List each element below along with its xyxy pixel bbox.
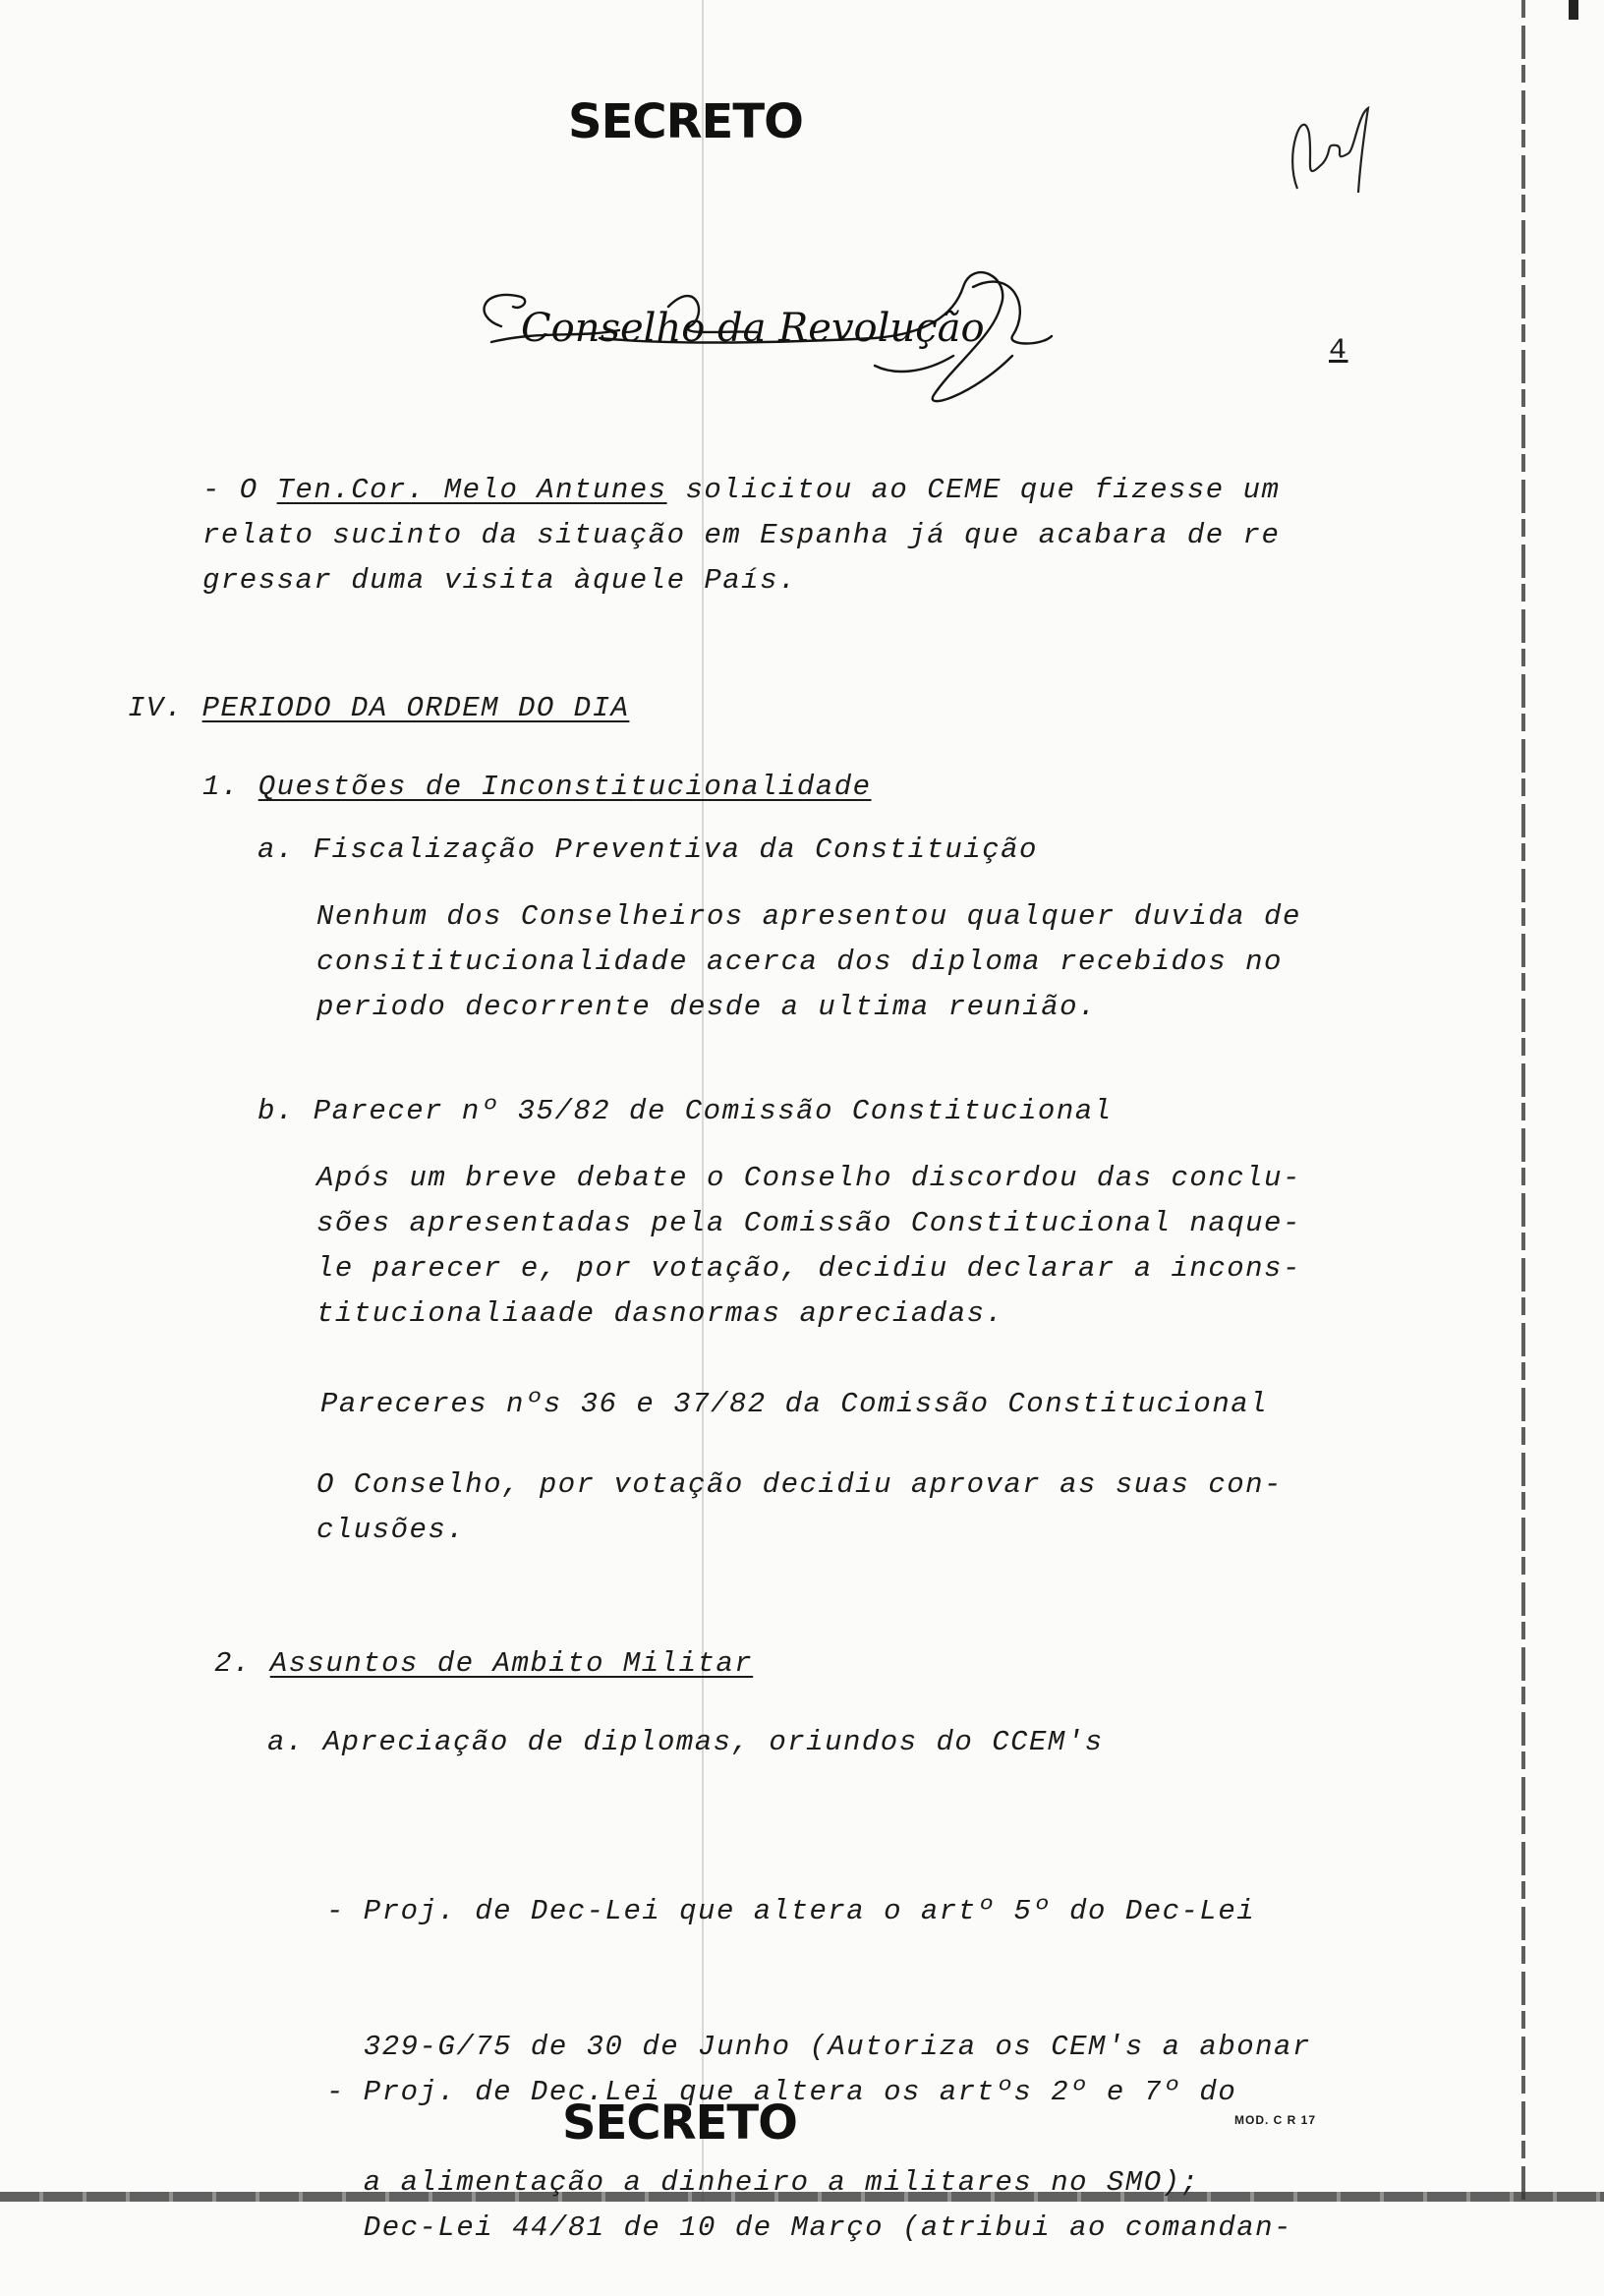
item1c-body: O Conselho, por votação decidiu aprovar as suas con- clusões. xyxy=(316,1468,1283,1546)
section-heading xyxy=(128,692,629,724)
intro-line-3: gressar duma visita àquele País. xyxy=(202,564,797,597)
item1c-label: Pareceres nºs 36 e 37/82 da Comissão Constitucional xyxy=(320,1388,1269,1420)
section-title: PERIODO DA ORDEM DO DIA xyxy=(201,692,630,724)
top-secret-stamp: SECRETO xyxy=(568,94,803,149)
item2-heading: 2. Assuntos de Ambito Militar xyxy=(214,1647,754,1680)
intro-paragraph xyxy=(202,468,1280,603)
item1b-body: Após um breve debate o Conselho discordou das conclu- sões apresentadas pela Comissão Constitucional naque- le parecer e, por votação, decidiu declarar a incons- titucionaliaade dasnormas apreciadas. xyxy=(316,1162,1301,1330)
page-marker: 4 xyxy=(1329,334,1348,368)
item2a-bullet-1: - Proj. de Dec-Lei que altera o artº 5º do Dec-Lei 329-G/75 de 30 de Junho (Autoriza os CEM's a abonar a alimentação a dinheiro a militares no SMO); xyxy=(326,1895,1311,2199)
section-number: IV. xyxy=(128,692,184,724)
letterhead-signature-logo xyxy=(462,248,1071,415)
handwritten-initials-top xyxy=(1274,94,1382,202)
item2a-label: a. Apreciação de diplomas, oriundos do CCEM's xyxy=(267,1726,1104,1758)
item1-title: Questões de Inconstitucionalidade xyxy=(258,771,872,803)
bottom-secret-stamp: SECRETO xyxy=(562,2095,797,2151)
item2a-bullet-2: - Proj. de Dec.Lei que altera os artºs 2º e 7º do Dec-Lei 44/81 de 10 de Março (atribui ao comandan- xyxy=(326,2076,1292,2244)
scan-edge-right xyxy=(1521,0,1525,2202)
scan-corner-mark xyxy=(1569,0,1578,20)
form-code: MOD. C R 17 xyxy=(1234,2113,1317,2127)
letterhead-text: Conselho da Revolução xyxy=(521,306,985,351)
item1a-body: Nenhum dos Conselheiros apresentou qualquer duvida de consititucionalidade acerca dos diploma recebidos no periodo decorrente desde a ultima reunião. xyxy=(316,900,1301,1023)
intro-line-2: relato sucinto da situação em Espanha já que acabara de re xyxy=(202,519,1281,551)
item2-title: Assuntos de Ambito Militar xyxy=(269,1647,754,1680)
person-name: Ten.Cor. Melo Antunes xyxy=(276,474,667,506)
item1b-label: b. Parecer nº 35/82 de Comissão Constitucional xyxy=(258,1095,1113,1127)
item1-heading: 1. Questões de Inconstitucionalidade xyxy=(202,771,872,803)
item1a-label: a. Fiscalização Preventiva da Constituição xyxy=(258,833,1038,866)
intro-line-1: - O Ten.Cor. Melo Antunes solicitou ao CEME que fizesse um xyxy=(202,474,1281,506)
